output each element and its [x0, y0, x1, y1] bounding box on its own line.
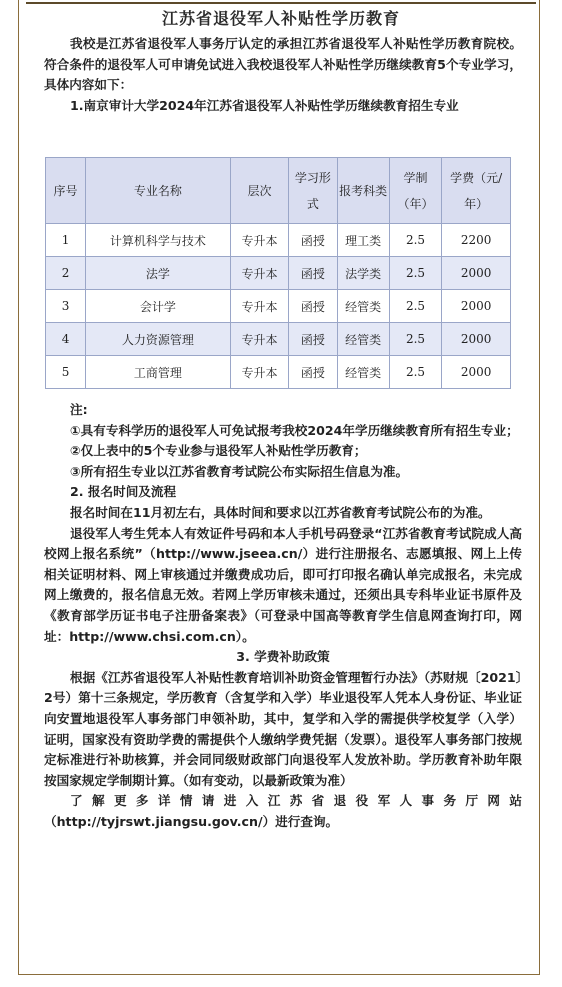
table-cell: 函授 [289, 224, 337, 257]
header-cell: 报考科类 [337, 158, 389, 224]
header-cell: 层次 [230, 158, 289, 224]
table-cell: 专升本 [230, 224, 289, 257]
section1-heading: 1.南京审计大学2024年江苏省退役军人补贴性学历继续教育招生专业 [70, 97, 459, 113]
table-cell: 工商管理 [86, 356, 231, 389]
table-cell: 经管类 [337, 356, 389, 389]
intro-paragraph: 我校是江苏省退役军人事务厅认定的承担江苏省退役军人补贴性学历教育院校。符合条件的退役军人可申请免试进入我校退役军人补贴性学历继续教育5个专业学习，具体内容如下： [44, 36, 522, 93]
table-cell: 1 [46, 224, 86, 257]
header-cell: 学制（年） [389, 158, 441, 224]
section3-paragraph-2: 了解更多详情请进入江苏省退役军人事务厅网站（http://tyjrswt.jiangsu.gov.cn/）进行查询。 [44, 793, 522, 829]
note-1: ①具有专科学历的退役军人可免试报考我校2024年学历继续教育所有招生专业； [70, 422, 519, 438]
table-cell: 专升本 [230, 290, 289, 323]
table-cell: 函授 [289, 356, 337, 389]
table-cell: 计算机科学与技术 [86, 224, 231, 257]
table-row [46, 323, 511, 356]
header-cell: 学费（元/年） [442, 158, 511, 224]
table-row [46, 290, 511, 323]
table-cell: 2.5 [389, 290, 441, 323]
note-2: ②仅上表中的5个专业参与退役军人补贴性学历教育； [70, 443, 367, 459]
table-cell: 法学 [86, 257, 231, 290]
table-cell: 经管类 [337, 323, 389, 356]
title-rule-top [26, 2, 536, 4]
table-cell: 函授 [289, 290, 337, 323]
table-cell: 2000 [442, 290, 511, 323]
table-cell: 专升本 [230, 257, 289, 290]
table-header-row [46, 158, 511, 224]
section3-paragraph-1: 根据《江苏省退役军人补贴性教育培训补助资金管理暂行办法》（苏财规〔2021〕2号）第十三条规定，学历教育（含复学和入学）毕业退役军人凭本人身份证、毕业证向安置地退役军人事务部门申领补助，其中，复学和入学的需提供学校复学（入学）证明，国家没有资助学费的需提供个人缴纳学费凭据（发票）。退役军人事务部门按规定标准进行补助核算，并会同同级财政部门向退役军人发放补助。学历教育补助年限按国家规定学制期计算。（如有变动，以最新政策为准） [44, 669, 522, 788]
table-cell: 函授 [289, 257, 337, 290]
table-cell: 2000 [442, 323, 511, 356]
majors-table [45, 157, 511, 389]
table-cell: 4 [46, 323, 86, 356]
table-cell: 2200 [442, 224, 511, 257]
table-cell: 专升本 [230, 323, 289, 356]
table-cell: 2.5 [389, 356, 441, 389]
table-row [46, 257, 511, 290]
table-cell: 专升本 [230, 356, 289, 389]
table-cell: 2000 [442, 257, 511, 290]
table-cell: 2000 [442, 356, 511, 389]
section2-paragraph-1: 报名时间在11月初左右，具体时间和要求以江苏省教育考试院公布的为准。 [70, 504, 491, 520]
notes-and-sections [44, 400, 522, 832]
table-cell: 人力资源管理 [86, 323, 231, 356]
table-cell: 2 [46, 257, 86, 290]
page-title: 江苏省退役军人补贴性学历教育 [161, 9, 400, 28]
table-row [46, 224, 511, 257]
table-cell: 5 [46, 356, 86, 389]
table-cell: 法学类 [337, 257, 389, 290]
section3-heading: 3. 学费补助政策 [236, 649, 330, 665]
table-cell: 会计学 [86, 290, 231, 323]
note-3: ③所有招生专业以江苏省教育考试院公布实际招生信息为准。 [70, 463, 409, 479]
header-cell: 序号 [46, 158, 86, 224]
table-cell: 2.5 [389, 323, 441, 356]
table-cell: 2.5 [389, 224, 441, 257]
section2-paragraph-2: 退役军人考生凭本人有效证件号码和本人手机号码登录“江苏省教育考试院成人高校网上报名系统”（http://www.jseea.cn/）进行注册报名、志愿填报、网上上传相关证明材料、网上审核通过并缴费成功后，即可打印报名确认单完成报名，未完成网上缴费的，报名信息无效。若网上学历审核未通过，还须出具专科毕业证书原件及《教育部学历证书电子注册备案表》（可登录中国高等教育学生信息网查询打印，网址：http://www.chsi.com.cn）。 [44, 525, 522, 644]
header-cell: 学习形式 [289, 158, 337, 224]
table-row [46, 356, 511, 389]
table-cell: 理工类 [337, 224, 389, 257]
notes-label: 注: [70, 402, 88, 417]
section2-heading: 2. 报名时间及流程 [70, 484, 177, 500]
title-bar [26, 2, 536, 28]
table-cell: 函授 [289, 323, 337, 356]
intro-block [44, 34, 522, 116]
table-cell: 经管类 [337, 290, 389, 323]
table-cell: 2.5 [389, 257, 441, 290]
table-cell: 3 [46, 290, 86, 323]
header-cell: 专业名称 [86, 158, 231, 224]
